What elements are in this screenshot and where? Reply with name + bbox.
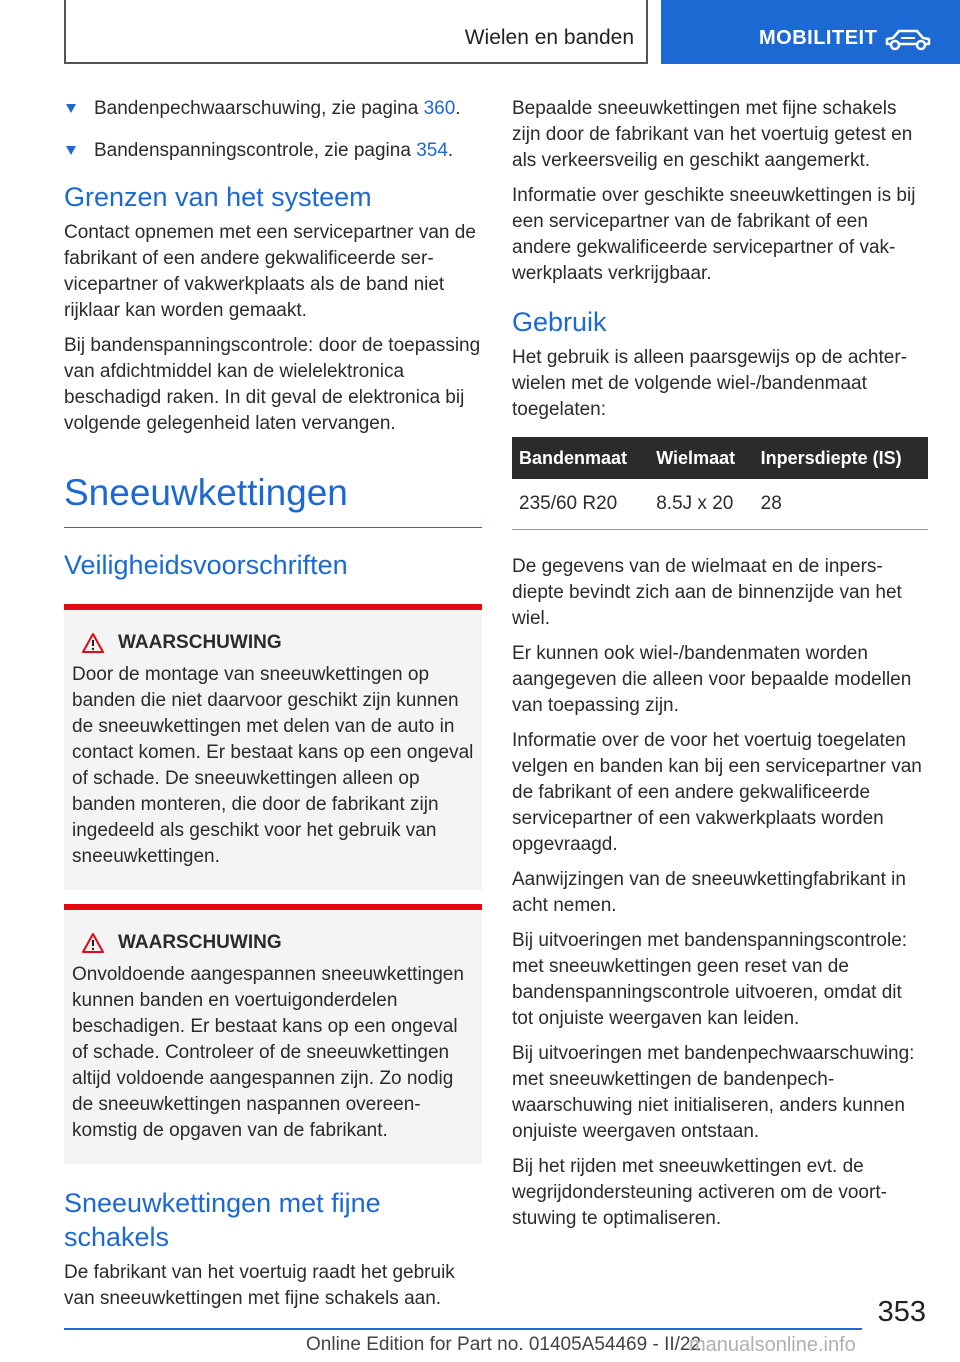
table-cell: 28 bbox=[754, 479, 928, 530]
warning-title: WAARSCHUWING bbox=[118, 932, 282, 953]
paragraph: Er kunnen ook wiel-/bandenmaten worden aangegeven die alleen voor bepaalde modellen van toepassing zijn. bbox=[512, 643, 912, 716]
table-cell: 235/60 R20 bbox=[512, 479, 649, 530]
paragraph: Contact opnemen met een servicepartner van de fabrikant of een andere gekwalificeerde servicepartner of vakwerkplaats als de band niet rijklaar kan worden gemaakt. bbox=[64, 222, 476, 321]
warning-triangle-icon bbox=[82, 933, 104, 953]
column-header-wheel: Wielmaat bbox=[649, 437, 753, 479]
paragraph: Bij het rijden met sneeuwkettingen evt. de wegrijdondersteuning activeren om de voortstuwing te optimaliseren. bbox=[512, 1156, 887, 1229]
list-item: Bandenpechwaarschuwing, zie pagina 360. bbox=[64, 96, 482, 122]
table-row bbox=[512, 479, 928, 530]
paragraph: Bepaalde sneeuwkettingen met fijne schakels zijn door de fabrikant van het voertuig getest en als verkeersveilig en geschikt aangemerkt. bbox=[512, 98, 913, 171]
triangle-bullet-icon bbox=[66, 104, 76, 113]
page-link-354[interactable]: 354 bbox=[416, 140, 448, 161]
column-header-offset: Inpersdiepte (IS) bbox=[754, 437, 928, 479]
use-heading: Gebruik bbox=[512, 307, 607, 337]
paragraph: De gegevens van de wielmaat en de inpersdiepte bevindt zich aan de binnenzijde van het wiel. bbox=[512, 556, 902, 629]
paragraph: Bij uitvoeringen met bandenpechwaarschuwing: met sneeuwkettingen de bandenpechwaarschuwing niet initialiseren, anders kunnen onjuiste weergaven ontstaan. bbox=[512, 1043, 915, 1142]
category-label: MOBILITEIT bbox=[759, 27, 878, 49]
footer-divider bbox=[64, 1328, 862, 1330]
warning-text: Onvoldoende aangespannen sneeuwkettingen kunnen banden en voertuigonderdelen beschadigen. Er bestaat kans op een ongeval of schade. Controleer of de sneeuwkettingen altijd voldoende aangespannen zijn. Zo nodig de sneeuwkettingen naspannen overeenkomstig de opgaven van de fabrikant. bbox=[72, 964, 464, 1141]
watermark: manualsonline.info bbox=[689, 1334, 856, 1356]
paragraph: Bij bandenspanningscontrole: door de toepassing van afdichtmiddel kan de wielelektronica beschadigd raken. In dit geval de elektronica bij volgende gelegenheid laten vervangen. bbox=[64, 335, 481, 434]
left-column bbox=[64, 96, 482, 1321]
paragraph: Aanwijzingen van de sneeuwkettingfabrikant in acht nemen. bbox=[512, 869, 906, 916]
warning-text: Door de montage van sneeuwkettingen op banden die niet daarvoor geschikt zijn kunnen de sneeuwkettingen met delen van de auto in contact komen. Er bestaat kans op een ongeval of schade. De sneeuwkettingen alleen op banden monteren, die door de fabrikant zijn ingedeeld als geschikt voor het gebruik van sneeuwkettingen. bbox=[72, 664, 474, 867]
edition-text: Online Edition for Part no. 01405A54469 - II/22 bbox=[306, 1334, 702, 1355]
page-number: 353 bbox=[877, 1296, 926, 1328]
section-title: Wielen en banden bbox=[464, 26, 634, 49]
fine-chains-heading: Sneeuwkettingen met fijne schakels bbox=[64, 1188, 381, 1252]
reference-list bbox=[64, 96, 482, 164]
table-cell: 8.5J x 20 bbox=[649, 479, 753, 530]
table-header-row bbox=[512, 437, 928, 479]
page-link-360[interactable]: 360 bbox=[423, 98, 456, 119]
paragraph: Informatie over geschikte sneeuwkettingen is bij een servicepartner van de fabrikant of een andere gekwalificeerde servicepartner of vakwerkplaats verkrijgbaar. bbox=[512, 185, 916, 284]
warning-title: WAARSCHUWING bbox=[118, 632, 282, 653]
right-column bbox=[512, 96, 928, 1241]
triangle-bullet-icon bbox=[66, 146, 76, 155]
paragraph: Informatie over de voor het voertuig toegelaten velgen en banden kan bij een servicepartner van de fabrikant of een andere gekwalificeerde servicepartner of een vakwerkplaats worden opgevraagd. bbox=[512, 730, 922, 855]
safety-heading: Veiligheidsvoorschriften bbox=[64, 550, 348, 580]
tire-size-table bbox=[512, 437, 928, 530]
chapter-heading: Sneeuwkettingen bbox=[64, 471, 482, 528]
column-header-tire: Bandenmaat bbox=[512, 437, 649, 479]
category-tab[interactable] bbox=[661, 0, 960, 64]
list-item: Bandenspanningscontrole, zie pagina 354. bbox=[64, 138, 482, 164]
warning-box bbox=[64, 604, 482, 890]
warning-box bbox=[64, 904, 482, 1164]
paragraph: De fabrikant van het voertuig raadt het gebruik van sneeuwkettingen met fijne schakels aan. bbox=[64, 1262, 455, 1309]
warning-triangle-icon bbox=[82, 633, 104, 653]
car-icon bbox=[883, 28, 933, 57]
limits-heading: Grenzen van het systeem bbox=[64, 182, 372, 212]
paragraph: Het gebruik is alleen paarsgewijs op de achterwielen met de volgende wiel-/bandenmaat toegelaten: bbox=[512, 347, 907, 420]
paragraph: Bij uitvoeringen met bandenspanningscontrole: met sneeuwkettingen geen reset van de bandenspanningscontrole uitvoeren, omdat dit tot onjuiste weergaven kan leiden. bbox=[512, 930, 908, 1029]
